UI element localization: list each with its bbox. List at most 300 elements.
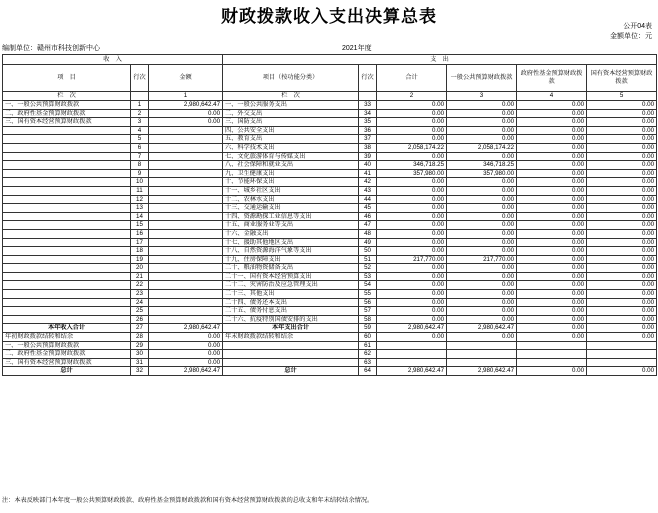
soe-capital-value: 0.00: [587, 204, 657, 213]
gov-fund-value: 0.00: [517, 229, 587, 238]
soe-capital-value: [587, 341, 657, 350]
table-row: [3, 298, 657, 307]
gov-fund-value: 0.00: [517, 195, 587, 204]
left-line: 3: [131, 118, 149, 127]
soe-capital-value: 0.00: [587, 315, 657, 324]
table-row: [3, 281, 657, 290]
total-value: 0.00: [377, 126, 447, 135]
gen-budget-value: 0.00: [447, 238, 517, 247]
table-row: [3, 290, 657, 299]
gov-fund-value: 0.00: [517, 324, 587, 333]
right-line: 60: [359, 333, 377, 342]
soe-capital-value: 0.00: [587, 152, 657, 161]
soe-capital-value: 0.00: [587, 272, 657, 281]
right-line: 37: [359, 135, 377, 144]
left-amount: [149, 195, 223, 204]
gen-budget-value: 2,058,174.22: [447, 143, 517, 152]
right-line: 45: [359, 204, 377, 213]
left-amount: [149, 135, 223, 144]
left-line: 30: [131, 350, 149, 359]
left-amount: 0.00: [149, 109, 223, 118]
left-amount: [149, 272, 223, 281]
right-item: 十三、交通运输支出: [223, 204, 359, 213]
left-line: 18: [131, 247, 149, 256]
right-item: 十四、资源勘探工业信息等支出: [223, 212, 359, 221]
right-line: 57: [359, 307, 377, 316]
table-row: [3, 126, 657, 135]
gen-budget-value: [447, 358, 517, 367]
gen-budget-value: 0.00: [447, 247, 517, 256]
left-amount: [149, 281, 223, 290]
gen-budget-value: 2,980,642.47: [447, 324, 517, 333]
left-item: [3, 212, 131, 221]
gen-budget-value: 0.00: [447, 118, 517, 127]
right-line: 52: [359, 264, 377, 273]
right-item: 十一、城乡社区支出: [223, 186, 359, 195]
report-year: 2021年度: [342, 45, 372, 52]
left-line: 17: [131, 238, 149, 247]
soe-capital-value: 0.00: [587, 109, 657, 118]
gov-fund-value: [517, 358, 587, 367]
left-line: 31: [131, 358, 149, 367]
total-value: 0.00: [377, 178, 447, 187]
gov-fund-value: 0.00: [517, 298, 587, 307]
income-header: 收 入: [3, 55, 223, 65]
soe-capital-value: 0.00: [587, 101, 657, 110]
right-item: 二十四、债务还本支出: [223, 298, 359, 307]
left-item: 二、政府性基金预算财政拨款: [3, 350, 131, 359]
left-item: [3, 255, 131, 264]
gen-budget-value: 0.00: [447, 290, 517, 299]
left-amount: [149, 255, 223, 264]
org-row: [2, 44, 656, 53]
gov-fund-value: 0.00: [517, 135, 587, 144]
soe-capital-value: 0.00: [587, 135, 657, 144]
table-row: [3, 118, 657, 127]
total-value: 217,770.00: [377, 255, 447, 264]
right-line: 59: [359, 324, 377, 333]
left-item: [3, 229, 131, 238]
left-line: 21: [131, 272, 149, 281]
left-item: [3, 161, 131, 170]
left-item: 三、国有资本经营预算财政拨款: [3, 358, 131, 367]
gov-fund-value: 0.00: [517, 186, 587, 195]
col-3: 3: [447, 92, 517, 101]
left-item: [3, 221, 131, 230]
total-value: 346,718.25: [377, 161, 447, 170]
right-item: 年末财政拨款结转和结余: [223, 333, 359, 342]
soe-capital-value: [587, 350, 657, 359]
total-value: 0.00: [377, 264, 447, 273]
left-amount: 0.00: [149, 333, 223, 342]
gov-fund-value: 0.00: [517, 109, 587, 118]
right-line: 54: [359, 281, 377, 290]
table-row: [3, 367, 657, 376]
right-line: 64: [359, 367, 377, 376]
gen-budget-value: 0.00: [447, 221, 517, 230]
total-value: 0.00: [377, 101, 447, 110]
gen-budget-value: 0.00: [447, 315, 517, 324]
total-value: 0.00: [377, 290, 447, 299]
right-line: 33: [359, 101, 377, 110]
left-line: 1: [131, 101, 149, 110]
table-row: [3, 152, 657, 161]
right-item: [223, 341, 359, 350]
gov-fund-header: 政府性基金预算财政拨款: [517, 65, 587, 92]
soe-capital-value: 0.00: [587, 143, 657, 152]
left-amount: 0.00: [149, 341, 223, 350]
left-item: [3, 298, 131, 307]
left-item: [3, 126, 131, 135]
table-row: [3, 109, 657, 118]
gov-fund-value: 0.00: [517, 178, 587, 187]
right-line: 53: [359, 272, 377, 281]
left-amount: 2,980,642.47: [149, 324, 223, 333]
right-line: 40: [359, 161, 377, 170]
gen-budget-value: 346,718.25: [447, 161, 517, 170]
left-item: 本年收入合计: [3, 324, 131, 333]
gov-fund-value: 0.00: [517, 290, 587, 299]
gen-budget-value: 0.00: [447, 152, 517, 161]
soe-capital-value: 0.00: [587, 221, 657, 230]
total-value: [377, 358, 447, 367]
header-row-2: [3, 65, 657, 92]
soe-capital-value: 0.00: [587, 264, 657, 273]
right-line: 63: [359, 358, 377, 367]
table-row: [3, 307, 657, 316]
left-amount: [149, 247, 223, 256]
soe-capital-value: 0.00: [587, 126, 657, 135]
left-item: 年初财政拨款结转和结余: [3, 333, 131, 342]
left-item: [3, 290, 131, 299]
total-value: 0.00: [377, 315, 447, 324]
right-item: 七、文化旅游体育与传媒支出: [223, 152, 359, 161]
gen-budget-value: 0.00: [447, 204, 517, 213]
col-4: 4: [517, 92, 587, 101]
left-line: 7: [131, 152, 149, 161]
right-line: 39: [359, 152, 377, 161]
left-amount: [149, 229, 223, 238]
right-line: 47: [359, 221, 377, 230]
gen-budget-value: 0.00: [447, 135, 517, 144]
total-value: [377, 350, 447, 359]
left-amount: [149, 264, 223, 273]
left-item: 三、国有资本经营预算财政拨款: [3, 118, 131, 127]
gen-budget-value: [447, 341, 517, 350]
left-amount: [149, 307, 223, 316]
left-amount: [149, 221, 223, 230]
soe-capital-value: 0.00: [587, 307, 657, 316]
left-item: [3, 152, 131, 161]
table-row: [3, 247, 657, 256]
right-item: [223, 358, 359, 367]
left-item: [3, 143, 131, 152]
left-item: 总计: [3, 367, 131, 376]
total-value: [377, 341, 447, 350]
right-line: 36: [359, 126, 377, 135]
left-line: 24: [131, 298, 149, 307]
left-line: 10: [131, 178, 149, 187]
right-line: 50: [359, 247, 377, 256]
total-value: 0.00: [377, 109, 447, 118]
right-line: 62: [359, 350, 377, 359]
right-line: 42: [359, 178, 377, 187]
left-line: 16: [131, 229, 149, 238]
soe-capital-value: 0.00: [587, 161, 657, 170]
total-value: 0.00: [377, 307, 447, 316]
gen-budget-value: [447, 350, 517, 359]
soe-capital-value: 0.00: [587, 118, 657, 127]
right-item: 十六、金融支出: [223, 229, 359, 238]
soe-capital-value: 0.00: [587, 324, 657, 333]
table-row: [3, 229, 657, 238]
left-amount: [149, 204, 223, 213]
left-amount: [149, 178, 223, 187]
left-amount: [149, 238, 223, 247]
table-row: [3, 101, 657, 110]
gov-fund-value: 0.00: [517, 307, 587, 316]
gov-fund-value: 0.00: [517, 212, 587, 221]
left-line: 5: [131, 135, 149, 144]
table-row: [3, 195, 657, 204]
left-amount: 0.00: [149, 118, 223, 127]
right-item: 十七、援助其他地区支出: [223, 238, 359, 247]
left-amount: 0.00: [149, 358, 223, 367]
col-empty-right: [359, 92, 377, 101]
page-title: 财政拨款收入支出决算总表: [221, 7, 437, 26]
total-value: 0.00: [377, 204, 447, 213]
soe-capital-value: [587, 358, 657, 367]
item-func-header: 项目（按功能分类）: [223, 65, 359, 92]
left-amount: 2,980,642.47: [149, 367, 223, 376]
amount-header: 金额: [149, 65, 223, 92]
left-line: 32: [131, 367, 149, 376]
gen-budget-value: 2,980,642.47: [447, 367, 517, 376]
column-index-row: [3, 92, 657, 101]
left-amount: 0.00: [149, 350, 223, 359]
footnote: 注：本表反映部门本年度一般公共预算财政拨款、政府性基金预算财政拨款和国有资本经营预算财政拨款的总收支和年末结转结余情况。: [2, 497, 374, 504]
right-line: 35: [359, 118, 377, 127]
left-line: 28: [131, 333, 149, 342]
left-line: 2: [131, 109, 149, 118]
total-value: 0.00: [377, 298, 447, 307]
right-item: 二十、粮油物资储备支出: [223, 264, 359, 273]
gen-budget-value: 0.00: [447, 109, 517, 118]
right-item: 四、公共安全支出: [223, 126, 359, 135]
left-item: 一、一般公共预算财政拨款: [3, 341, 131, 350]
right-item: 本年支出合计: [223, 324, 359, 333]
right-item: 十二、农林水支出: [223, 195, 359, 204]
total-value: 2,058,174.22: [377, 143, 447, 152]
total-value: 0.00: [377, 272, 447, 281]
table-row: [3, 212, 657, 221]
left-amount: [149, 212, 223, 221]
right-item: 十、节能环保支出: [223, 178, 359, 187]
left-item: [3, 238, 131, 247]
col-label-right: 栏 次: [223, 92, 359, 101]
table-row: [3, 350, 657, 359]
gen-budget-header: 一般公共预算财政拨款: [447, 65, 517, 92]
left-line: 11: [131, 186, 149, 195]
gov-fund-value: 0.00: [517, 247, 587, 256]
col-2: 2: [377, 92, 447, 101]
gov-fund-value: 0.00: [517, 204, 587, 213]
gen-budget-value: 0.00: [447, 178, 517, 187]
total-value: 0.00: [377, 333, 447, 342]
right-line: 51: [359, 255, 377, 264]
right-item: 八、社会保障和就业支出: [223, 161, 359, 170]
total-value: 0.00: [377, 281, 447, 290]
left-item: [3, 169, 131, 178]
right-item: 三、国防支出: [223, 118, 359, 127]
summary-table: [2, 54, 657, 376]
gen-budget-value: 357,980.00: [447, 169, 517, 178]
right-line: 61: [359, 341, 377, 350]
gen-budget-value: 0.00: [447, 195, 517, 204]
gen-budget-value: 0.00: [447, 126, 517, 135]
gen-budget-value: 0.00: [447, 307, 517, 316]
gov-fund-value: 0.00: [517, 143, 587, 152]
left-amount: [149, 126, 223, 135]
col-5: 5: [587, 92, 657, 101]
soe-capital-value: 0.00: [587, 169, 657, 178]
left-item: [3, 135, 131, 144]
soe-capital-value: 0.00: [587, 281, 657, 290]
table-row: [3, 264, 657, 273]
soe-capital-value: 0.00: [587, 333, 657, 342]
left-amount: [149, 298, 223, 307]
header-row-1: [3, 55, 657, 65]
right-line: 56: [359, 298, 377, 307]
right-line: 48: [359, 229, 377, 238]
gov-fund-value: 0.00: [517, 126, 587, 135]
left-line: 27: [131, 324, 149, 333]
soe-capital-header: 国有资本经营预算财政拨款: [587, 65, 657, 92]
left-item: [3, 264, 131, 273]
gen-budget-value: 0.00: [447, 186, 517, 195]
total-value: 0.00: [377, 186, 447, 195]
table-row: [3, 255, 657, 264]
right-line: 41: [359, 169, 377, 178]
left-item: [3, 178, 131, 187]
right-item: 二十五、债务付息支出: [223, 307, 359, 316]
gov-fund-value: 0.00: [517, 161, 587, 170]
line-header: 行次: [131, 65, 149, 92]
form-number: 公开04表: [623, 23, 652, 30]
gen-budget-value: 0.00: [447, 298, 517, 307]
left-line: 20: [131, 264, 149, 273]
left-item: [3, 195, 131, 204]
soe-capital-value: 0.00: [587, 247, 657, 256]
total-value: 0.00: [377, 118, 447, 127]
right-item: 二、外交支出: [223, 109, 359, 118]
total-value: 0.00: [377, 135, 447, 144]
total-value: 357,980.00: [377, 169, 447, 178]
gov-fund-value: 0.00: [517, 315, 587, 324]
gov-fund-value: 0.00: [517, 169, 587, 178]
left-line: 25: [131, 307, 149, 316]
gen-budget-value: 0.00: [447, 229, 517, 238]
right-item: 一、一般公共服务支出: [223, 101, 359, 110]
gen-budget-value: 0.00: [447, 333, 517, 342]
table-row: [3, 238, 657, 247]
total-value: 0.00: [377, 229, 447, 238]
right-item: 五、教育支出: [223, 135, 359, 144]
gov-fund-value: [517, 350, 587, 359]
gov-fund-value: 0.00: [517, 221, 587, 230]
gen-budget-value: 0.00: [447, 281, 517, 290]
left-line: 12: [131, 195, 149, 204]
total-value: 2,980,642.47: [377, 367, 447, 376]
table-row: [3, 333, 657, 342]
right-item: 二十三、其他支出: [223, 290, 359, 299]
right-line: 58: [359, 315, 377, 324]
left-item: [3, 186, 131, 195]
col-1: 1: [149, 92, 223, 101]
left-amount: [149, 169, 223, 178]
soe-capital-value: 0.00: [587, 298, 657, 307]
total-value: 0.00: [377, 247, 447, 256]
left-item: [3, 272, 131, 281]
gov-fund-value: [517, 341, 587, 350]
right-item: 十九、住房保障支出: [223, 255, 359, 264]
col-label: 栏 次: [3, 92, 131, 101]
gov-fund-value: 0.00: [517, 238, 587, 247]
left-item: [3, 315, 131, 324]
gov-fund-value: 0.00: [517, 152, 587, 161]
table-row: [3, 161, 657, 170]
total-value: 0.00: [377, 195, 447, 204]
table-row: [3, 143, 657, 152]
left-amount: [149, 290, 223, 299]
gen-budget-value: 0.00: [447, 212, 517, 221]
right-line: 38: [359, 143, 377, 152]
left-amount: [149, 143, 223, 152]
gov-fund-value: 0.00: [517, 272, 587, 281]
gov-fund-value: 0.00: [517, 333, 587, 342]
unit-label: 金额单位：元: [610, 33, 652, 40]
table-row: [3, 315, 657, 324]
left-line: 13: [131, 204, 149, 213]
table-row: [3, 358, 657, 367]
soe-capital-value: 0.00: [587, 367, 657, 376]
right-item: 二十一、国有资本经营预算支出: [223, 272, 359, 281]
right-item: 十五、商业服务业等支出: [223, 221, 359, 230]
left-line: 23: [131, 290, 149, 299]
left-amount: [149, 161, 223, 170]
right-item: 二十六、抗疫特别国债安排的支出: [223, 315, 359, 324]
table-row: [3, 221, 657, 230]
total-header: 合计: [377, 65, 447, 92]
gen-budget-value: 0.00: [447, 264, 517, 273]
right-line: 55: [359, 290, 377, 299]
soe-capital-value: 0.00: [587, 255, 657, 264]
left-item: 一、一般公共预算财政拨款: [3, 101, 131, 110]
gov-fund-value: 0.00: [517, 264, 587, 273]
total-value: 2,980,642.47: [377, 324, 447, 333]
left-item: 二、政府性基金预算财政拨款: [3, 109, 131, 118]
left-item: [3, 307, 131, 316]
left-amount: 2,980,642.47: [149, 101, 223, 110]
soe-capital-value: 0.00: [587, 290, 657, 299]
right-line: 43: [359, 186, 377, 195]
org-name: 编制单位：赣州市科技创新中心: [2, 45, 100, 52]
right-item: [223, 350, 359, 359]
table-row: [3, 204, 657, 213]
right-line: 34: [359, 109, 377, 118]
left-line: 26: [131, 315, 149, 324]
right-item: 六、科学技术支出: [223, 143, 359, 152]
